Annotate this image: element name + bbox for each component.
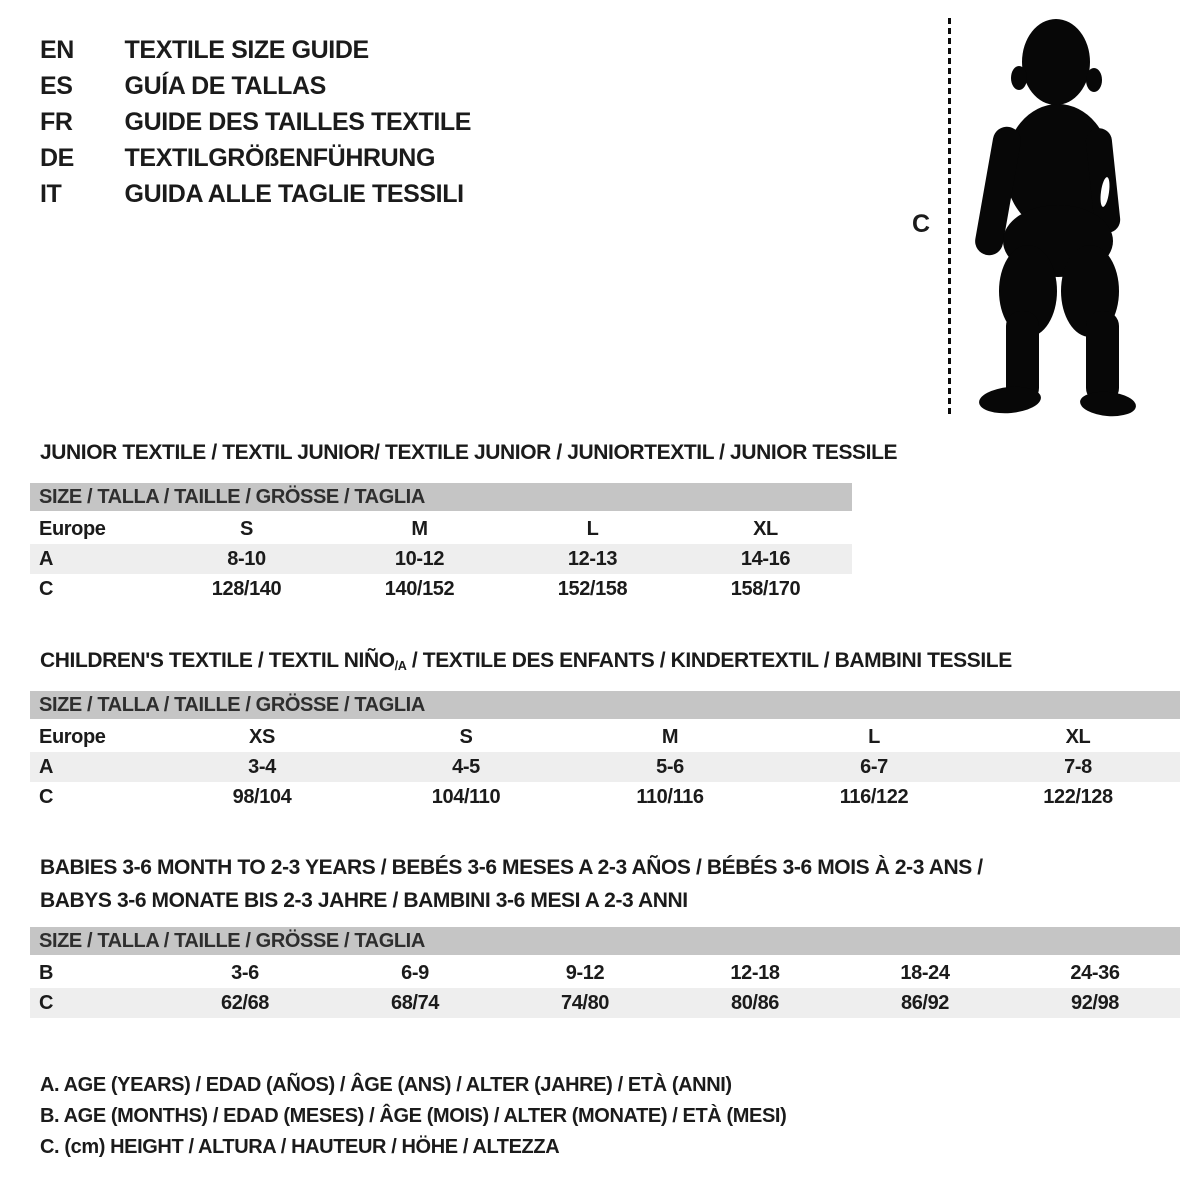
size-table — [30, 722, 1180, 812]
section-title-text: / TEXTILE DES ENFANTS / KINDERTEXTIL / BAMBINI TESSILE — [406, 649, 1012, 672]
babies-size-table — [30, 927, 1180, 1018]
language-code: DE — [40, 144, 74, 172]
table-cell: 86/92 — [900, 991, 950, 1014]
section-title-text: BABYS 3-6 MONATE BIS 2-3 JAHRE / BAMBINI 3-6 MESI A 2-3 ANNI — [40, 889, 688, 912]
table-cell: XL — [753, 517, 778, 540]
table-cell: L — [868, 725, 880, 748]
table-cell: 104/110 — [431, 785, 501, 808]
table-cell: 110/116 — [636, 785, 704, 808]
language-title: TEXTILGRÖßENFÜHRUNG — [124, 144, 435, 172]
table-cell: 24-36 — [1070, 961, 1120, 984]
language-title: GUIDA ALLE TAGLIE TESSILI — [124, 180, 464, 208]
language-row — [40, 68, 471, 104]
height-measure-label: C — [912, 210, 930, 238]
table-row — [30, 752, 1180, 782]
legend-line-age-months: B. AGE (MONTHS) / EDAD (MESES) / ÂGE (MOIS) / ALTER (MONATE) / ETÀ (MESI) — [40, 1105, 787, 1127]
table-cell: 10-12 — [394, 547, 445, 570]
table-cell: 140/152 — [384, 577, 455, 600]
table-cell: 18-24 — [900, 961, 950, 984]
legend — [40, 1070, 786, 1163]
row-label: C — [39, 785, 54, 808]
table-cell: 9-12 — [565, 961, 605, 984]
table-cell: 3-6 — [231, 961, 259, 984]
language-title: TEXTILE SIZE GUIDE — [124, 36, 369, 64]
height-dashed-line — [948, 18, 951, 416]
language-code: ES — [40, 72, 73, 100]
table-cell: 128/140 — [211, 577, 282, 600]
table-cell: 152/158 — [557, 577, 628, 600]
language-row — [40, 32, 471, 68]
table-cell: 68/74 — [390, 991, 440, 1014]
table-cell: 12-18 — [730, 961, 780, 984]
row-label: Europe — [39, 517, 106, 540]
table-cell: 98/104 — [232, 785, 292, 808]
table-row — [30, 958, 1180, 988]
table-cell: S — [459, 725, 473, 748]
table-cell: 74/80 — [560, 991, 610, 1014]
row-label: B — [39, 961, 54, 984]
language-row — [40, 176, 471, 212]
section-title-junior — [40, 436, 897, 469]
table-cell: 7-8 — [1064, 755, 1092, 778]
language-row — [40, 104, 471, 140]
junior-size-table — [30, 483, 852, 604]
section-title-children — [40, 644, 1012, 683]
table-row — [30, 988, 1180, 1018]
table-cell: 116/122 — [839, 785, 909, 808]
table-cell: XS — [249, 725, 275, 748]
table-row — [30, 574, 852, 604]
section-title-subscript: /A — [394, 659, 407, 674]
legend-line-age-years: A. AGE (YEARS) / EDAD (AÑOS) / ÂGE (ANS) / ALTER (JAHRE) / ETÀ (ANNI) — [40, 1074, 732, 1096]
row-label: C — [39, 577, 54, 600]
table-cell: 92/98 — [1070, 991, 1120, 1014]
row-label: C — [39, 991, 54, 1014]
section-title-text: CHILDREN'S TEXTILE / TEXTIL NIÑO — [40, 649, 395, 672]
language-title: GUIDE DES TAILLES TEXTILE — [124, 108, 472, 136]
size-table — [30, 958, 1180, 1018]
section-title-text: JUNIOR TEXTILE / TEXTIL JUNIOR/ TEXTILE JUNIOR / JUNIORTEXTIL / JUNIOR TESSILE — [40, 441, 898, 464]
table-cell: 3-4 — [248, 755, 276, 778]
size-header-bar: SIZE / TALLA / TAILLE / GRÖSSE / TAGLIA — [30, 927, 1180, 955]
table-cell: 122/128 — [1043, 785, 1113, 808]
table-cell: 14-16 — [740, 547, 791, 570]
language-title: GUÍA DE TALLAS — [124, 72, 326, 100]
size-table — [30, 514, 852, 604]
table-row — [30, 544, 852, 574]
children-size-table — [30, 691, 1180, 812]
table-cell: 12-13 — [567, 547, 618, 570]
row-label: Europe — [39, 725, 106, 748]
table-cell: 6-7 — [860, 755, 888, 778]
size-header-bar: SIZE / TALLA / TAILLE / GRÖSSE / TAGLIA — [30, 483, 852, 511]
language-code: EN — [40, 36, 74, 64]
table-cell: 158/170 — [730, 577, 801, 600]
language-row — [40, 140, 471, 176]
table-cell: 8-10 — [227, 547, 266, 570]
table-row — [30, 782, 1180, 812]
table-cell: 5-6 — [656, 755, 684, 778]
language-list — [40, 32, 471, 212]
table-cell: M — [661, 725, 679, 748]
language-code: IT — [40, 180, 62, 208]
legend-line-height: C. (cm) HEIGHT / ALTURA / HAUTEUR / HÖHE / ALTEZZA — [40, 1136, 560, 1158]
table-cell: S — [240, 517, 253, 540]
section-title-babies — [40, 851, 983, 917]
row-label: A — [39, 755, 54, 778]
table-row — [30, 514, 852, 544]
table-cell: 4-5 — [452, 755, 480, 778]
section-title-text: BABIES 3-6 MONTH TO 2-3 YEARS / BEBÉS 3-6 MESES A 2-3 AÑOS / BÉBÉS 3-6 MOIS À 2-3 ANS / — [40, 856, 983, 879]
size-header-bar: SIZE / TALLA / TAILLE / GRÖSSE / TAGLIA — [30, 691, 1180, 719]
row-label: A — [39, 547, 54, 570]
table-cell: 80/86 — [730, 991, 780, 1014]
table-cell: M — [411, 517, 428, 540]
table-cell: L — [586, 517, 599, 540]
language-code: FR — [40, 108, 73, 136]
table-cell: 62/68 — [220, 991, 270, 1014]
table-row — [30, 722, 1180, 752]
table-cell: 6-9 — [401, 961, 429, 984]
toddler-silhouette-icon — [966, 16, 1138, 418]
table-cell: XL — [1065, 725, 1091, 748]
